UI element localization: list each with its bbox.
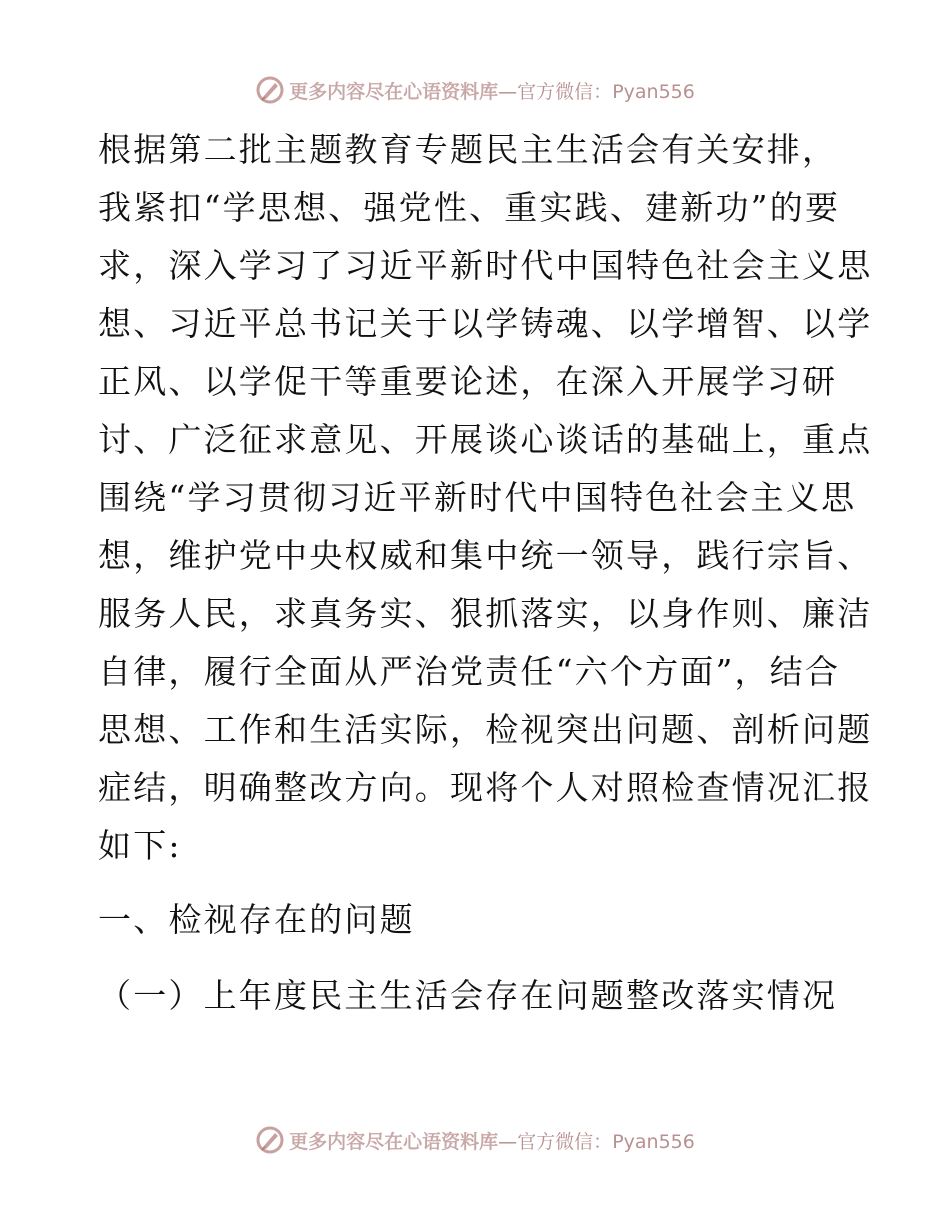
body-line: 自律，履行全面从严治党责任“六个方面”，结合 — [98, 652, 841, 691]
header-watermark — [0, 70, 950, 110]
body-line: 想，维护党中央权威和集中统一领导，践行宗旨、 — [98, 536, 873, 575]
section-heading: 一、检视存在的问题 — [98, 900, 415, 939]
footer-watermark — [0, 1120, 950, 1160]
watermark-wechat-label: 官方微信： — [517, 80, 613, 103]
watermark-text — [289, 77, 695, 104]
subsection-heading: （一）上年度民主生活会存在问题整改落实情况 — [98, 976, 838, 1015]
watermark-brand: 更多内容尽在心语资料库 — [289, 80, 499, 103]
body-line: 症结，明确整改方向。现将个人对照检查情况汇报 — [98, 768, 873, 807]
body-line: 根据第二批主题教育专题民主生活会有关安排， — [98, 130, 838, 169]
body-line: 围绕“学习贯彻习近平新时代中国特色社会主义思 — [98, 478, 857, 517]
watermark-wechat-id: Pyan556 — [612, 1130, 695, 1153]
watermark-dash: — — [498, 1130, 518, 1153]
body-line: 讨、广泛征求意见、开展谈心谈话的基础上，重点 — [98, 420, 873, 459]
watermark-text — [289, 1127, 695, 1154]
body-line: 正风、以学促干等重要论述，在深入开展学习研 — [98, 362, 838, 401]
body-line: 思想、工作和生活实际，检视突出问题、剖析问题 — [98, 710, 873, 749]
body-line: 求，深入学习了习近平新时代中国特色社会主义思 — [98, 246, 873, 285]
body-line: 我紧扣“学思想、强党性、重实践、建新功”的要 — [98, 188, 841, 227]
watermark-dash: — — [498, 80, 518, 103]
pen-circle-logo-icon — [255, 75, 285, 105]
body-line: 服务人民，求真务实、狠抓落实，以身作则、廉洁 — [98, 594, 873, 633]
pen-circle-logo-icon — [255, 1125, 285, 1155]
watermark-wechat-label: 官方微信： — [517, 1130, 613, 1153]
body-line: 如下: — [98, 826, 182, 865]
body-line: 想、习近平总书记关于以学铸魂、以学增智、以学 — [98, 304, 873, 343]
watermark-brand: 更多内容尽在心语资料库 — [289, 1130, 499, 1153]
watermark-wechat-id: Pyan556 — [612, 80, 695, 103]
